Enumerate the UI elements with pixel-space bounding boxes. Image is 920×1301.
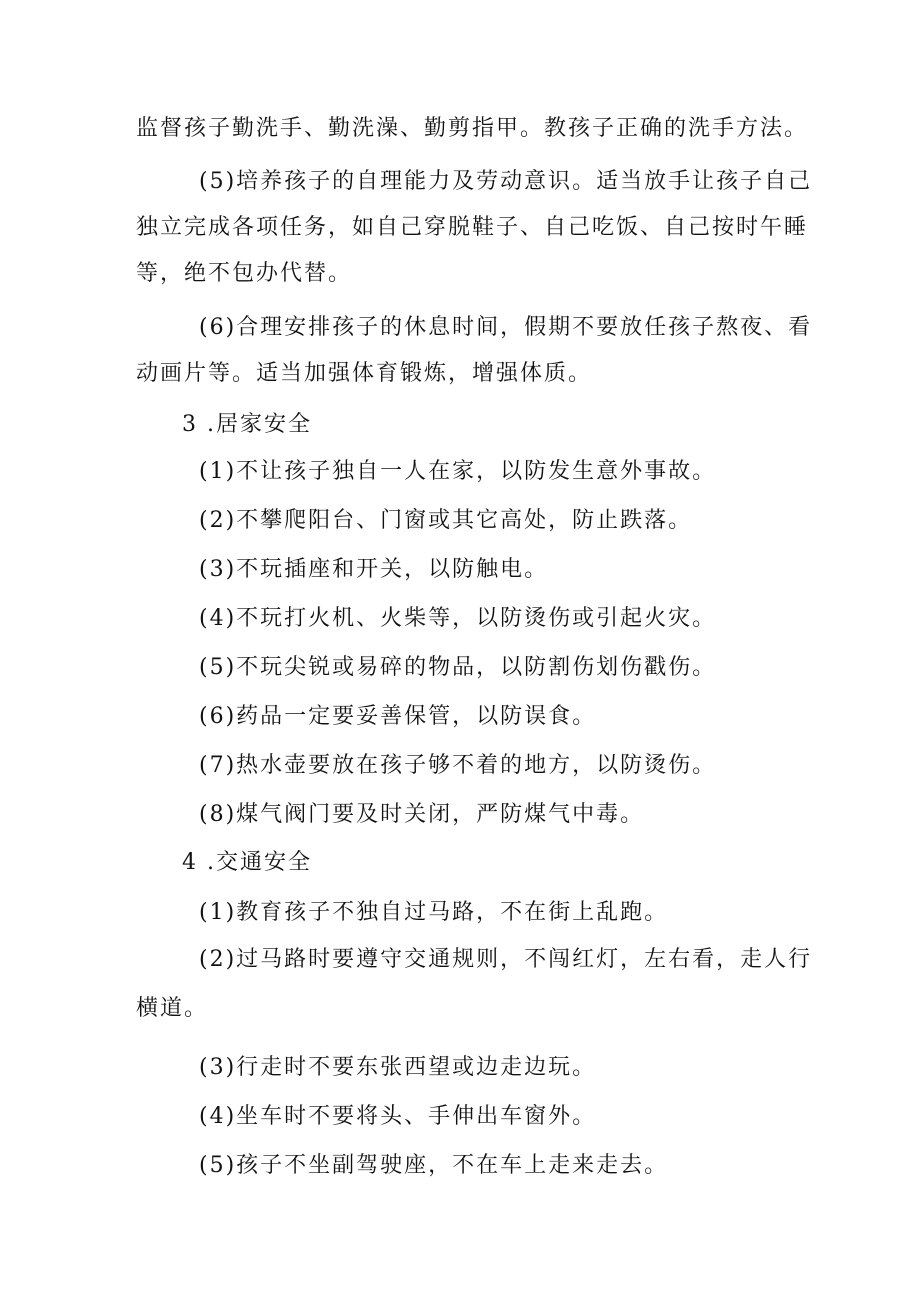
text-line-9: (2)不攀爬阳台、门窗或其它高处，防止跌落。 xyxy=(199,508,693,533)
text-line-5: (6)合理安排孩子的休息时间，假期不要放任孩子熬夜、看 xyxy=(199,315,813,340)
text-line-20: (3)行走时不要东张西望或边走边玩。 xyxy=(199,1055,597,1080)
text-line-1: 监督孩子勤洗手、勤洗澡、勤剪指甲。教孩子正确的洗手方法。 xyxy=(136,116,809,141)
section-heading-traffic-safety: 4 .交通安全 xyxy=(182,850,312,875)
text-line-8: (1)不让孩子独自一人在家，以防发生意外事故。 xyxy=(199,459,717,484)
text-line-21: (4)坐车时不要将头、手伸出车窗外。 xyxy=(199,1104,597,1129)
text-line-12: (5)不玩尖锐或易碎的物品，以防割伤划伤戳伤。 xyxy=(199,655,717,680)
text-line-11: (4)不玩打火机、火柴等，以防烫伤或引起火灾。 xyxy=(199,606,717,631)
section-heading-home-safety: 3 .居家安全 xyxy=(182,412,312,437)
text-line-2: (5)培养孩子的自理能力及劳动意识。适当放手让孩子自己 xyxy=(199,169,813,194)
text-line-19: 横道。 xyxy=(136,996,209,1021)
text-line-10: (3)不玩插座和开关，以防触电。 xyxy=(199,557,549,582)
text-line-14: (7)热水壶要放在孩子够不着的地方，以防烫伤。 xyxy=(199,753,717,778)
text-line-17: (1)教育孩子不独自过马路，不在街上乱跑。 xyxy=(199,900,669,925)
text-line-13: (6)药品一定要妥善保管，以防误食。 xyxy=(199,704,597,729)
text-line-4: 等，绝不包办代替。 xyxy=(136,261,353,286)
text-line-3: 独立完成各项任务，如自己穿脱鞋子、自己吃饭、自己按时午睡 xyxy=(136,215,809,240)
text-line-22: (5)孩子不坐副驾驶座，不在车上走来走去。 xyxy=(199,1153,669,1178)
text-line-18: (2)过马路时要遵守交通规则，不闯红灯，左右看，走人行 xyxy=(199,947,813,972)
text-line-15: (8)煤气阀门要及时关闭，严防煤气中毒。 xyxy=(199,802,645,827)
text-line-6: 动画片等。适当加强体育锻炼，增强体质。 xyxy=(136,361,593,386)
